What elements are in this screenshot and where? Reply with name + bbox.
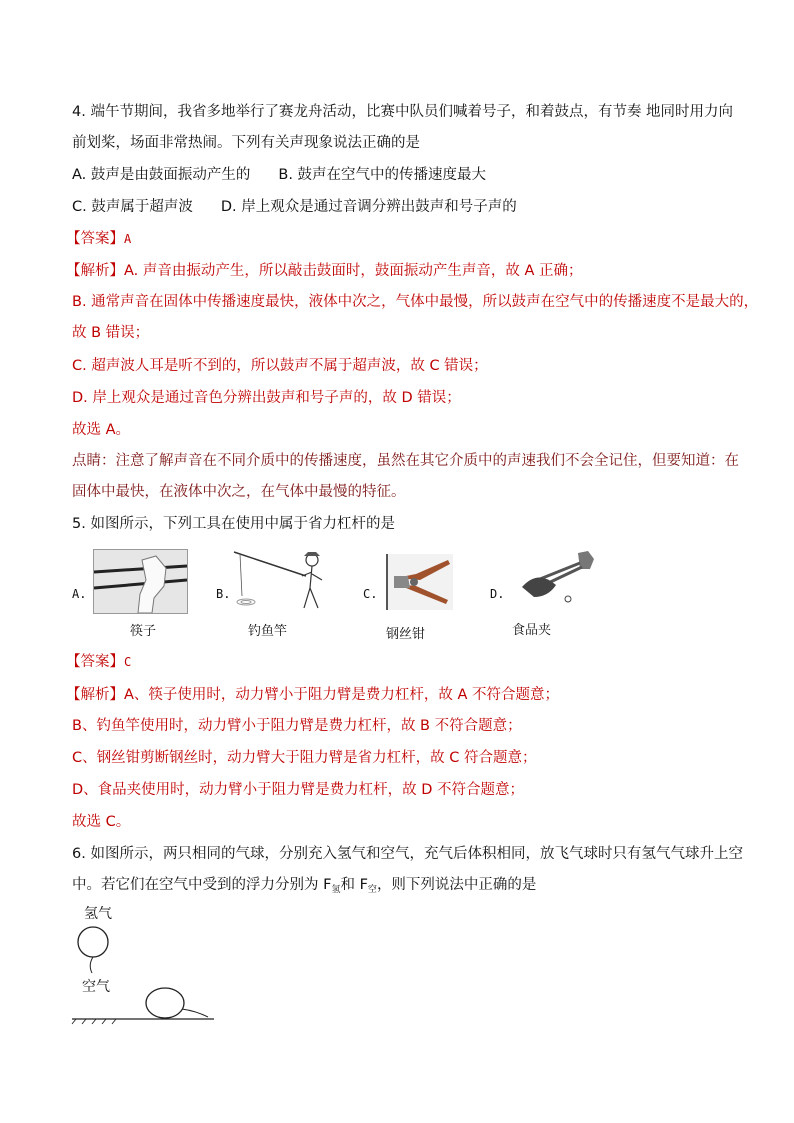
q5-answer-tag: 【答案】 — [66, 654, 124, 670]
q5-analysis-a — [66, 685, 559, 705]
q6-subscript-hydrogen: 氢 — [331, 885, 341, 895]
q5-analysis-a-text: A、筷子使用时，动力臂小于阻力臂是费力杠杆，故 A 不符合题意； — [124, 687, 560, 703]
q5-caption-chopsticks: 筷子 — [130, 624, 157, 639]
q4-option-b: B. 鼓声在空气中的传播速度最大 — [278, 167, 487, 183]
q4-analysis-c: C. 超声波人耳是听不到的，所以鼓声不属于超声波，故 C 错误； — [72, 358, 488, 374]
q6-balloon-figure — [68, 925, 218, 1025]
q5-caption-fishing-rod: 钓鱼竿 — [248, 624, 288, 639]
q4-answer — [66, 229, 131, 249]
q5-fishing-rod-image — [232, 548, 327, 613]
q5-option-a-letter: A. — [72, 587, 87, 601]
air-balloon-string — [182, 1009, 208, 1017]
q5-analysis-c: C、钢丝钳剪断钢丝时，动力臂大于阻力臂是省力杠杆，故 C 符合题意； — [72, 750, 537, 766]
q4-analysis-d: D. 岸上观众是通过音色分辨出鼓声和号子声的，故 D 错误； — [72, 390, 461, 406]
q5-chopsticks-image — [93, 549, 188, 614]
q5-option-c-letter: C. — [363, 587, 378, 601]
q4-answer-tag: 【答案】 — [66, 231, 124, 247]
q4-analysis-b-line-2: 故 B 错误； — [72, 325, 150, 341]
q4-option-c: C. 鼓声属于超声波 — [72, 199, 193, 215]
q5-stem: 5. 如图所示，下列工具在使用中属于省力杠杆的是 — [72, 516, 395, 532]
air-balloon — [146, 988, 184, 1018]
q5-pliers-image — [386, 554, 453, 610]
q6-stem-line-2 — [72, 875, 536, 900]
q4-options-cd — [72, 197, 517, 217]
q4-conclusion: 故选 A。 — [72, 422, 131, 438]
q4-analysis-tag: 【解析】 — [66, 263, 124, 279]
q6-label-air: 空气 — [82, 979, 110, 995]
q4-stem-line-1: 4. 端午节期间，我省多地举行了赛龙舟活动，比赛中队员们喊着号子，和着鼓点，有节奏 地同时用力向 — [72, 104, 734, 120]
q4-tip-line-1: 点睛：注意了解声音在不同介质中的传播速度，虽然在其它介质中的声速我们不会全记住，但要知道：在 — [72, 453, 739, 469]
q4-tip-line-2: 固体中最快，在液体中次之，在气体中最慢的特征。 — [72, 484, 406, 500]
q5-option-d-letter: D. — [490, 587, 505, 601]
q5-analysis-d: D、食品夹使用时，动力臂小于阻力臂是费力杠杆，故 D 不符合题意； — [72, 782, 525, 798]
hydrogen-balloon-string — [90, 957, 93, 973]
q5-answer-value: C — [124, 655, 132, 669]
q4-options-ab — [72, 165, 486, 185]
q6-stem-line-2-pre: 中。若它们在空气中受到的浮力分别为 F — [72, 877, 332, 893]
q5-caption-food-tongs: 食品夹 — [512, 623, 552, 638]
q5-option-b-letter: B. — [216, 587, 231, 601]
q4-stem-line-2: 前划桨，场面非常热闹。下列有关声现象说法正确的是 — [72, 135, 420, 151]
q4-option-a: A. 鼓声是由鼓面振动产生的 — [72, 167, 251, 183]
q5-analysis-tag: 【解析】 — [66, 687, 124, 703]
q6-label-hydrogen: 氢气 — [84, 906, 112, 922]
q4-analysis-b-line-1: B. 通常声音在固体中传播速度最快，液体中次之，气体中最慢，所以鼓声在空气中的传播速度不是最大的， — [72, 294, 759, 310]
q4-answer-value: A — [124, 232, 132, 246]
q6-stem-line-2-mid: 和 F — [340, 877, 368, 893]
q5-answer — [66, 652, 131, 672]
q4-analysis-a — [66, 261, 583, 281]
q5-conclusion: 故选 C。 — [72, 814, 131, 830]
q5-caption-pliers: 钢丝钳 — [386, 627, 426, 642]
hydrogen-balloon — [78, 927, 108, 957]
q6-subscript-air: 空 — [367, 885, 377, 895]
q4-option-d: D. 岸上观众是通过音调分辨出鼓声和号子声的 — [220, 199, 517, 215]
q5-food-tongs-image — [518, 549, 596, 609]
q4-analysis-a-text: A. 声音由振动产生，所以敲击鼓面时，鼓面振动产生声音，故 A 正确； — [124, 263, 583, 279]
q6-stem-line-1: 6. 如图所示，两只相同的气球，分别充入氢气和空气，充气后体积相同，放飞气球时只有氢气气球升上空 — [72, 846, 743, 862]
q6-stem-line-2-post: ，则下列说法中正确的是 — [376, 877, 537, 893]
ground-hatching — [72, 1019, 116, 1024]
q5-analysis-b: B、钓鱼竿使用时，动力臂小于阻力臂是费力杠杆，故 B 不符合题意； — [72, 718, 522, 734]
